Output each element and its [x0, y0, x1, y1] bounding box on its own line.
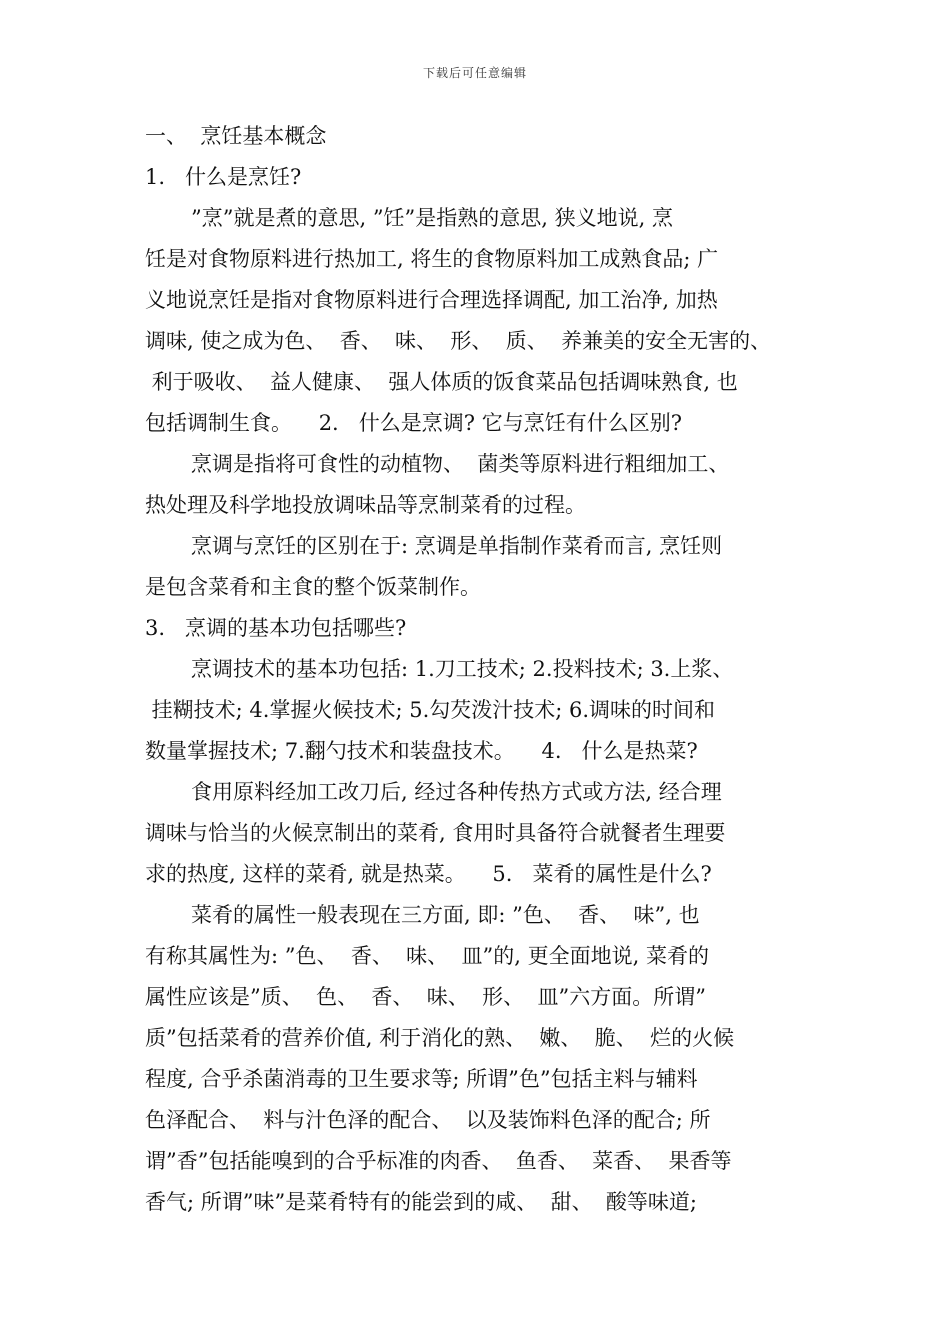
page-header-note: 下载后可任意编辑	[422, 66, 527, 80]
text-line: 3. 烹调的基本功包括哪些?	[145, 616, 407, 640]
text-line: 食用原料经加工改刀后, 经过各种传热方式或方法, 经合理	[191, 780, 722, 804]
text-line: 烹调与烹饪的区别在于: 烹调是单指制作菜肴而言, 烹饪则	[191, 534, 723, 558]
document-body	[145, 116, 817, 1223]
text-line: 1. 什么是烹饪?	[145, 165, 302, 189]
text-line: 义地说烹饪是指对食物原料进行合理选择调配, 加工治净, 加热	[145, 288, 718, 312]
text-line: 烹调技术的基本功包括: 1.刀工技术; 2.投料技术; 3.上浆、	[191, 657, 734, 681]
text-line: 谓”香”包括能嗅到的合乎标准的肉香、 鱼香、 菜香、 果香等	[145, 1149, 732, 1173]
text-line: 热处理及科学地投放调味品等烹制菜肴的过程。	[145, 493, 586, 517]
text-line: 香气; 所谓”味”是菜肴特有的能尝到的咸、 甜、 酸等味道;	[145, 1190, 697, 1214]
text-line: 调味, 使之成为色、 香、 味、 形、 质、 养兼美的安全无害的、	[145, 329, 772, 353]
text-line: 数量掌握技术; 7.翻勺技术和装盘技术。 4. 什么是热菜?	[145, 739, 698, 763]
text-line: 挂糊技术; 4.掌握火候技术; 5.勾芡泼汁技术; 6.调味的时间和	[145, 698, 716, 722]
text-line: 调味与恰当的火候烹制出的菜肴, 食用时具备符合就餐者生理要	[145, 821, 726, 845]
text-line: ”烹”就是煮的意思, ”饪”是指熟的意思, 狭义地说, 烹	[191, 206, 673, 230]
text-line: 程度, 合乎杀菌消毒的卫生要求等; 所谓”色”包括主料与辅料	[145, 1067, 698, 1091]
text-line: 烹调是指将可食性的动植物、 菌类等原料进行粗细加工、	[191, 452, 730, 476]
text-line: 是包含菜肴和主食的整个饭菜制作。	[145, 575, 481, 599]
text-line: 质”包括菜肴的营养价值, 利于消化的熟、 嫩、 脆、 烂的火候	[145, 1026, 735, 1050]
text-line: 饪是对食物原料进行热加工, 将生的食物原料加工成熟食品; 广	[145, 247, 719, 271]
text-line: 利于吸收、 益人健康、 强人体质的饭食菜品包括调味熟食, 也	[145, 370, 738, 394]
text-line: 求的热度, 这样的菜肴, 就是热菜。 5. 菜肴的属性是什么?	[145, 862, 712, 886]
text-line: 一、 烹饪基本概念	[145, 124, 327, 148]
text-line: 有称其属性为: ”色、 香、 味、 皿”的, 更全面地说, 菜肴的	[145, 944, 709, 968]
text-line: 包括调制生食。 2. 什么是烹调? 它与烹饪有什么区别?	[145, 411, 682, 435]
text-line: 菜肴的属性一般表现在三方面, 即: ”色、 香、 味”, 也	[191, 903, 700, 927]
text-line: 属性应该是”质、 色、 香、 味、 形、 皿”六方面。所谓”	[145, 985, 706, 1009]
text-line: 色泽配合、 料与汁色泽的配合、 以及装饰料色泽的配合; 所	[145, 1108, 711, 1132]
